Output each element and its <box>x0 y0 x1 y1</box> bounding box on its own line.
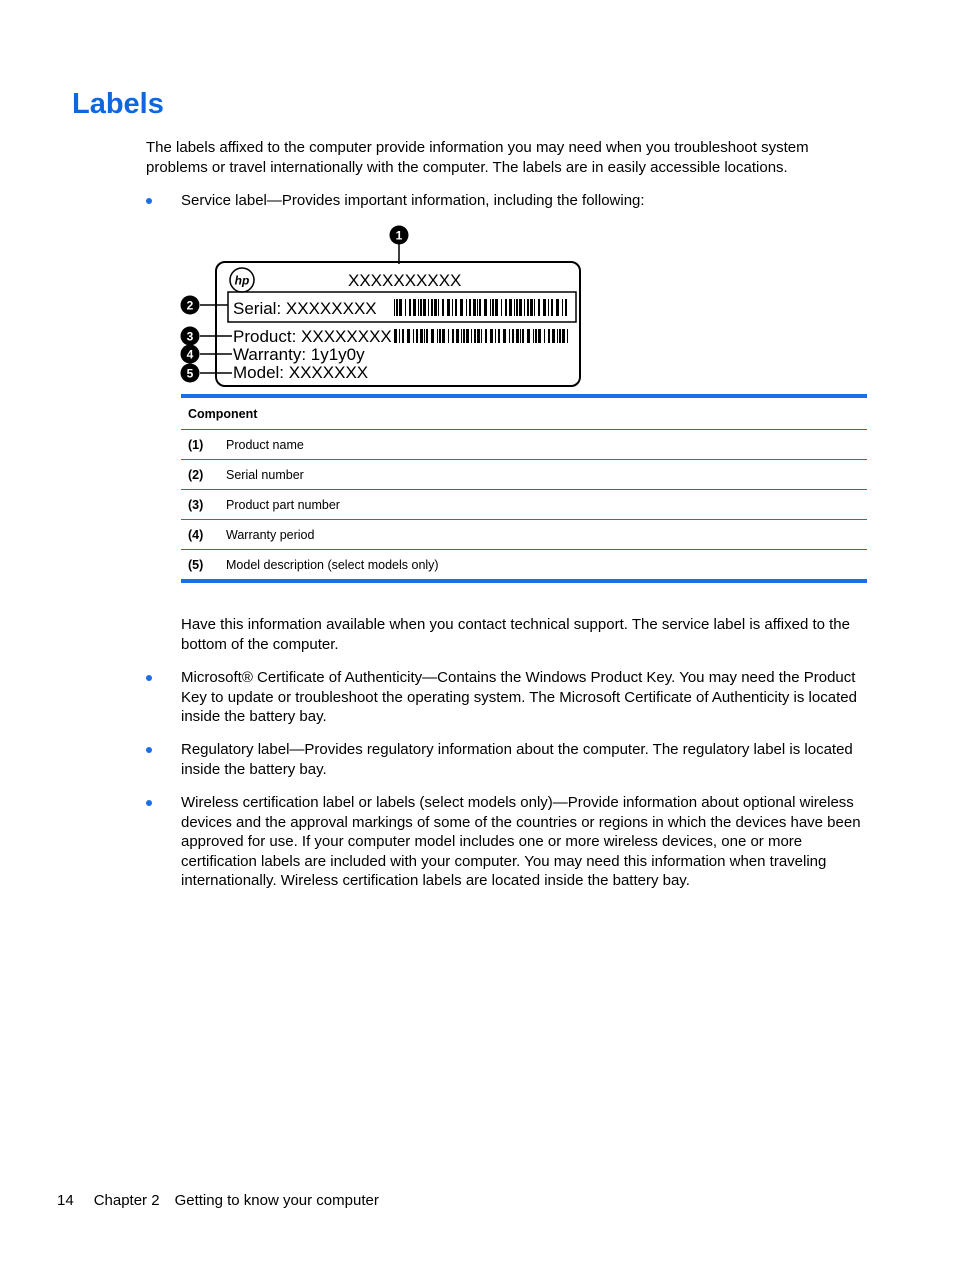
bullet-icon <box>146 747 152 753</box>
callout-4 <box>181 345 200 364</box>
callout-1 <box>390 226 409 245</box>
row-text: Product part number <box>226 497 340 512</box>
label-product-name: XXXXXXXXXX <box>348 271 462 290</box>
bullet-wireless-label: Wireless certification label or labels (select models only)—Provide information about optional wireless devices and the approval markings of some of the countries or regions in which the devices have been approved for use. If your computer model includes one or more wireless devices, one or more certification labels are included with your computer. You may need this information when traveling internationally. Wireless certification labels are located inside the battery bay. <box>181 794 861 889</box>
chapter-title: Getting to know your computer <box>174 1192 379 1209</box>
logo-text: hp <box>234 273 250 288</box>
bullet-regulatory-label: Regulatory label—Provides regulatory information about the computer. The regulatory label is located inside the battery bay. <box>181 741 853 778</box>
after-table-paragraph: Have this information available when you contact technical support. The service label is affixed to the bottom of the computer. <box>181 616 850 653</box>
table-row <box>181 430 867 460</box>
row-text: Model description (select models only) <box>226 557 439 572</box>
bullet-microsoft-label: Microsoft® Certificate of Authenticity—Contains the Windows Product Key. You may need the Product Key to update or troubleshoot the operating system. The Microsoft Certificate of Authenticity is located inside the battery bay. <box>181 669 857 725</box>
intro-paragraph: The labels affixed to the computer provide information you may need when you troubleshoot system problems or travel internationally with the computer. The labels are in easily accessible locations. <box>146 139 809 176</box>
page-footer <box>57 1192 379 1209</box>
row-number: (5) <box>188 557 204 572</box>
table-header: Component <box>181 398 867 430</box>
page-number: 14 <box>57 1192 74 1209</box>
service-label-figure <box>178 224 588 390</box>
svg-text:5: 5 <box>186 366 194 381</box>
table-row <box>181 490 867 520</box>
bullet-service-label: Service label—Provides important information, including the following: <box>181 192 645 209</box>
row-number: (4) <box>188 527 204 542</box>
label-warranty-line: Warranty: 1y1y0y <box>233 345 365 364</box>
svg-text:1: 1 <box>395 228 403 243</box>
svg-text:2: 2 <box>186 298 194 313</box>
row-text: Product name <box>226 437 304 452</box>
table-row <box>181 520 867 550</box>
callout-2 <box>181 296 200 315</box>
component-table <box>181 394 867 583</box>
label-model-line: Model: XXXXXXX <box>233 363 369 382</box>
label-product-line: Product: XXXXXXXX <box>233 327 392 346</box>
table-row <box>181 460 867 490</box>
row-number: (2) <box>188 467 204 482</box>
table-row <box>181 550 867 579</box>
callout-5 <box>181 364 200 383</box>
svg-text:4: 4 <box>186 347 194 362</box>
bullet-icon <box>146 198 152 204</box>
row-text: Serial number <box>226 467 304 482</box>
bullet-icon <box>146 675 152 681</box>
bullet-icon <box>146 800 152 806</box>
svg-text:3: 3 <box>186 329 194 344</box>
row-number: (1) <box>188 437 204 452</box>
chapter-label: Chapter 2 <box>93 1192 160 1209</box>
row-text: Warranty period <box>226 527 315 542</box>
callout-3 <box>181 327 200 346</box>
row-number: (3) <box>188 497 204 512</box>
page-title: Labels <box>72 88 164 120</box>
label-serial-line: Serial: XXXXXXXX <box>233 299 377 318</box>
